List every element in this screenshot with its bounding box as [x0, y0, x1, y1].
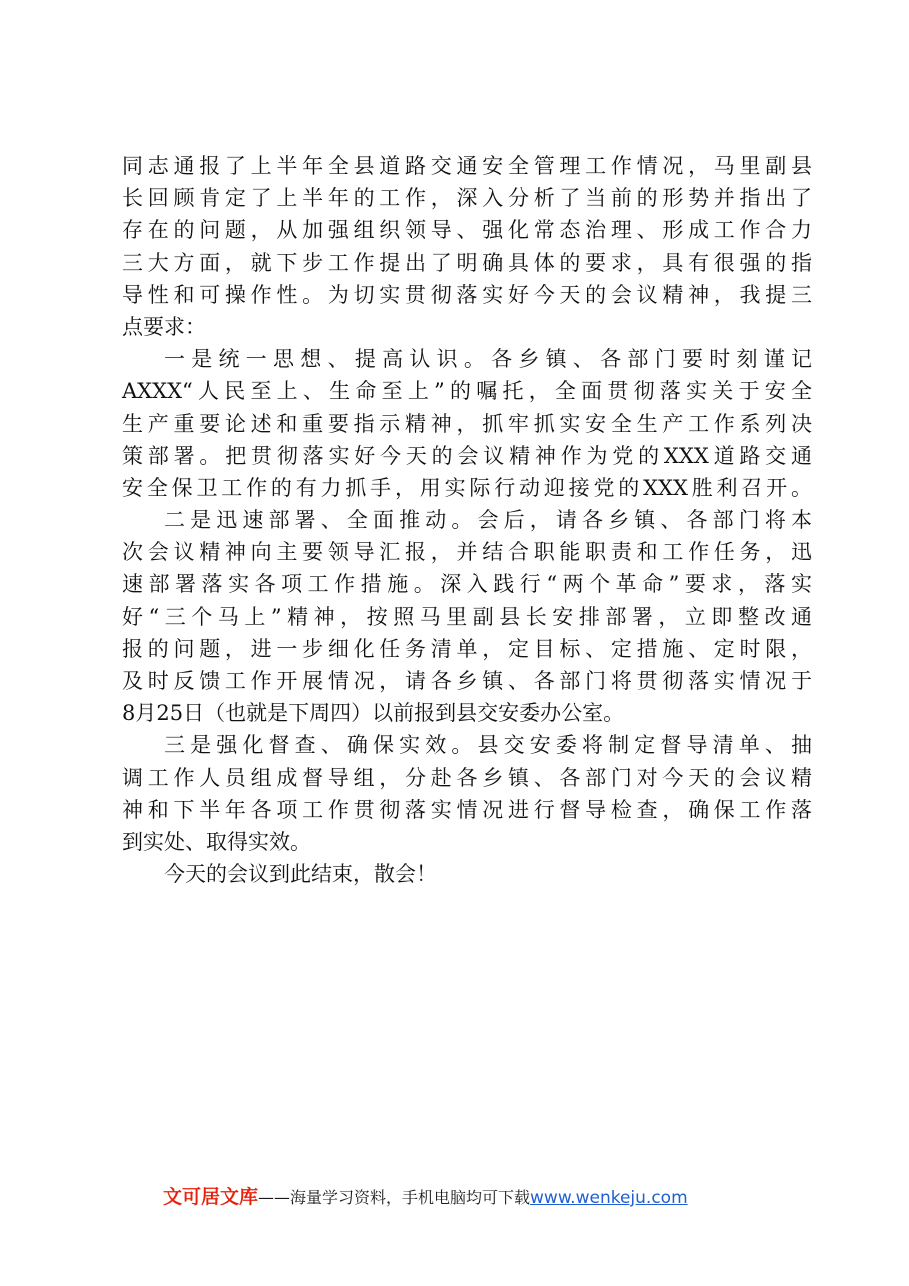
paragraph-start-line: 今天的会议到此结束，散会！	[164, 862, 437, 887]
text-line: 调工作人员组成督导组，分赴各乡镇、各部门对今天的会议精	[122, 765, 812, 790]
website-link[interactable]: www.wenkeju.com	[530, 1188, 688, 1208]
text-line: 到实处、取得实效。	[122, 829, 311, 854]
text-line: 神和下半年各项工作贯彻落实情况进行督导检查，确保工作落	[122, 797, 812, 822]
text-line: 报的问题，进一步细化任务清单，定目标、定措施、定时限，	[122, 636, 812, 661]
paragraph-start-line: 三是强化督查、确保实效。县交安委将制定督导清单、抽	[164, 733, 812, 758]
footer-tagline: ——海量学习资料，手机电脑均可下载	[258, 1188, 531, 1207]
text-line: 速部署落实各项工作措施。深入践行“两个革命”要求，落实	[122, 572, 812, 597]
paragraph-start-line: 二是迅速部署、全面推动。会后，请各乡镇、各部门将本	[164, 508, 812, 533]
paragraph-start-line: 一是统一思想、提高认识。各乡镇、各部门要时刻谨记	[164, 347, 812, 372]
text-line: 策部署。把贯彻落实好今天的会议精神作为党的XXX道路交通	[122, 443, 812, 468]
document-body	[122, 150, 812, 890]
footer-banner	[163, 1185, 688, 1209]
text-line: 长回顾肯定了上半年的工作，深入分析了当前的形势并指出了	[122, 186, 812, 211]
brand-name: 文可居文库	[163, 1186, 259, 1208]
text-line: 好“三个马上”精神，按照马里副县长安排部署，立即整改通	[122, 604, 812, 629]
text-line: 存在的问题，从加强组织领导、强化常态治理、形成工作合力	[122, 218, 812, 243]
text-line: 同志通报了上半年全县道路交通安全管理工作情况，马里副县	[122, 154, 812, 178]
text-line: 及时反馈工作开展情况，请各乡镇、各部门将贯彻落实情况于	[122, 669, 812, 693]
text-line: 点要求：	[122, 314, 206, 339]
text-line: 生产重要论述和重要指示精神，抓牢抓实安全生产工作系列决	[122, 411, 812, 436]
text-line: 8月25日（也就是下周四）以前报到县交安委办公室。	[122, 701, 625, 726]
text-line: 次会议精神向主要领导汇报，并结合职能职责和工作任务，迅	[122, 540, 812, 565]
text-line: 三大方面，就下步工作提出了明确具体的要求，具有很强的指	[122, 250, 812, 275]
text-line: AXXX“人民至上、生命至上”的嘱托，全面贯彻落实关于安全	[122, 379, 812, 404]
text-line: 导性和可操作性。为切实贯彻落实好今天的会议精神，我提三	[122, 282, 812, 307]
text-line: 安全保卫工作的有力抓手，用实际行动迎接党的XXX胜利召开。	[122, 475, 812, 500]
